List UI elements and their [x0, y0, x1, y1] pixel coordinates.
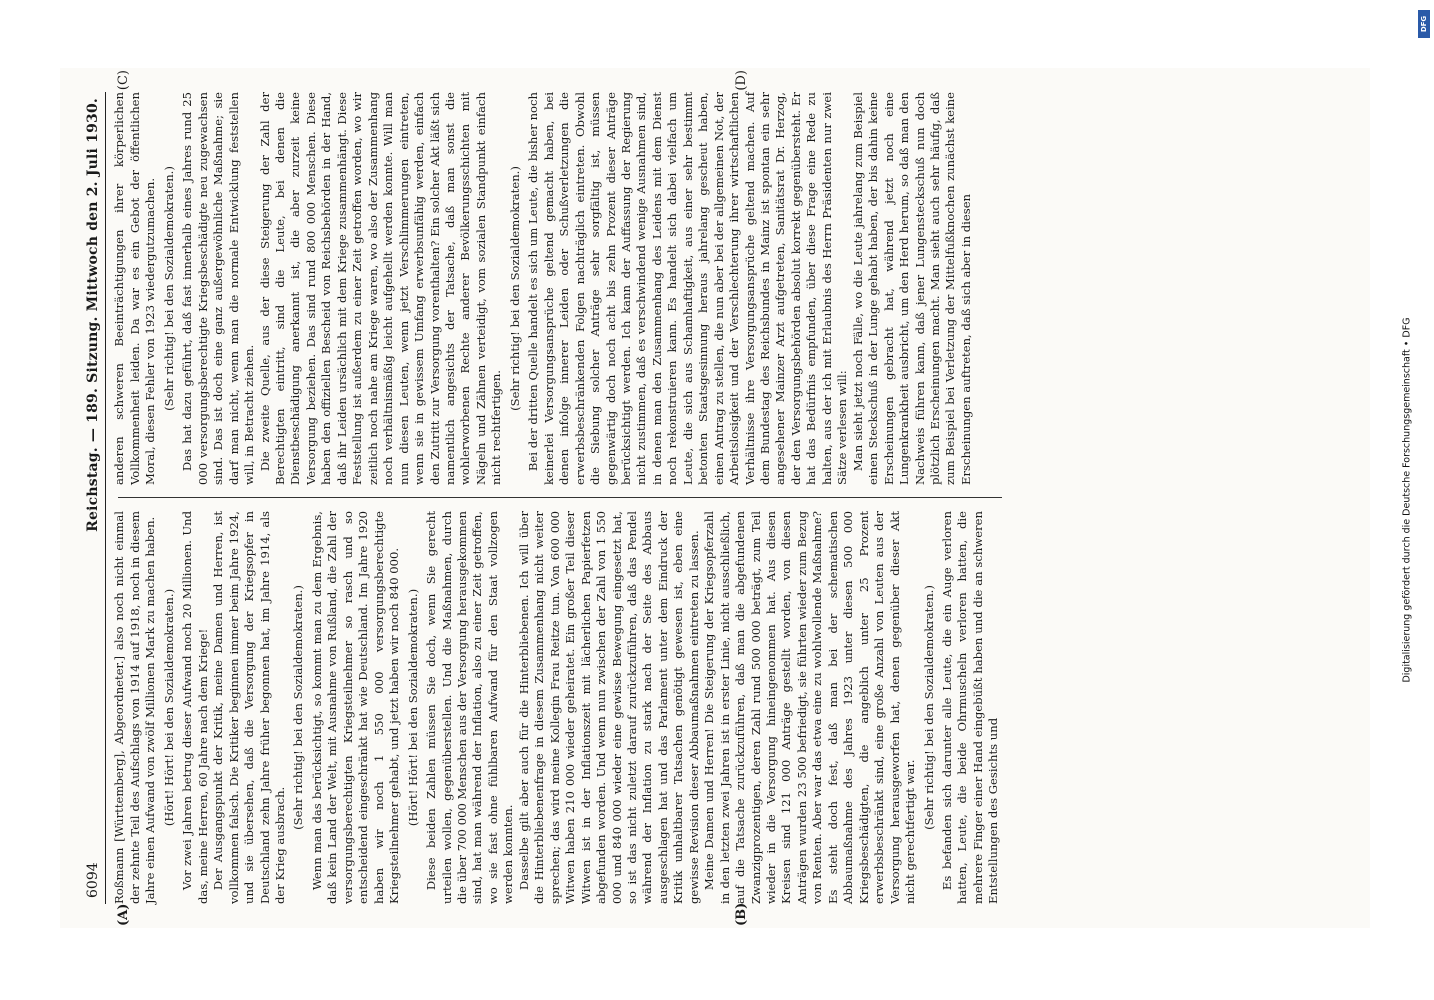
- page-title: Reichstag. — 189. Sitzung. Mittwoch den 2. Juli 1930.: [85, 98, 101, 532]
- page-header: [86, 92, 106, 904]
- page-number: 6094: [85, 862, 101, 898]
- interjection: (Sehr richtig! bei den Sozialdemokraten.): [161, 166, 176, 411]
- paragraph: Das hat dazu geführt, daß fast innerhalb eines Jahres rund 25 000 versorgungsberechtigte Kriegsbeschädigte neu zugewachsen sind. Das ist doch eine ganz außergewöhnliche Maßnahme; sie darf man nicht, wenn man die normale Entwicklung feststellen will, in Betracht ziehen.: [180, 92, 257, 485]
- right-column: [112, 70, 1001, 485]
- paragraph: Meine Damen und Herren! Die Steigerung der Kriegsopferzahl in den letzten zwei Jahren ist in erster Linie, nicht ausschließlich, auf die Tatsache zurückzuführen, daß man die abgefundenen Zwanzigprozentigen, deren Zahl rund 500 000 beträgt, zum Teil wieder in die Versorgung hineingenommen hat. Aus diesen Kreisen sind 121 000 Anträge gestellt worden, von diesen Anträgen wurden 23 500 befriedigt, sie führten wieder zum Bezug von Renten. Aber war das etwa eine zu wohlwollende Maßnahme? Es steht doch fest, daß man bei der schematischen Abbaumaßnahme des Jahres 1923 unter diesen 500 000 Kriegsbeschädigten, die angeblich unter 25 Prozent erwerbsbeschränkt sind, eine große Anzahl von Leuten aus der Versorgung herausgeworfen hat, denen gegenüber dieser Akt nicht gerechtfertigt war.: [702, 511, 918, 904]
- interjection: (Sehr richtig! bei den Sozialdemokraten.): [507, 166, 522, 411]
- paragraph: Man sieht jetzt noch Fälle, wo die Leute jahrelang zum Beispiel einen Steckschuß in der Lunge gehabt haben, der bis dahin keine Erscheinungen gebracht hat, während jetzt noch eine Lungenkrankheit ausbricht, um den Herd herum, so daß man den Nachweis führen kann, daß jener Lungensteckschuß nun doch plötzlich Erscheinungen macht. Man sieht auch sehr häufig, daß zum Beispiel bei Verletzung der Mittelfußknochen zunächst keine Erscheinungen auftreten, daß sich aber in diesen: [850, 92, 973, 485]
- margin-marker-d: (D): [734, 70, 750, 91]
- margin-marker-a: (A): [116, 903, 132, 926]
- interjection: (Sehr richtig! bei den Sozialdemokraten.): [291, 585, 306, 830]
- column-divider: [118, 497, 1001, 498]
- paragraph: Bei der dritten Quelle handelt es sich um Leute, die bisher noch keinerlei Versorgungsansprüche geltend gemacht haben, bei denen infolge innerer Leiden oder Schußverletzungen die erwerbsbeschränkenden Folgen nachträglich eintreten. Obwohl die Siebung solcher Anträge sehr sorgfältig ist, müssen gegenwärtig doch noch acht bis zehn Prozent dieser Anträge berücksichtigt werden. Ich kann der Auffassung der Regierung nicht zustimmen, daß es verschwindend wenige Ausnahmen sind, in denen man den Zusammenhang des Leidens mit dem Dienst noch rekonstruieren kann. Es handelt sich dabei vielfach um Leute, die sich aus Schamhaftigkeit, aus einer sehr bestimmt betonten Staatsgesinnung heraus jahrelang gescheut haben, einen Antrag zu stellen, die nun aber bei der allgemeinen Not, der Arbeitslosigkeit und der Verschlechterung ihrer wirtschaftlichen Verhältnisse ihre Versorgungsansprüche geltend machen. Auf dem Bundestag des Reichsbundes in Mainz ist spontan ein sehr angesehener Mainzer Arzt aufgetreten, Sanitätsrat Dr. Herzog, der den Versorgungsbehörden absolut korrekt gegenübersteht. Er hat das Bedürfnis empfunden, über diese Frage eine Rede zu halten, aus der ich mit Erlaubnis des Herrn Präsidenten nur zwei Sätze verlesen will:: [526, 92, 850, 485]
- scanned-page: [60, 68, 1370, 928]
- interjection: (Sehr richtig! bei den Sozialdemokraten.): [921, 585, 936, 830]
- margin-marker-c: (C): [116, 70, 132, 91]
- margin-marker-b: (B): [734, 902, 750, 926]
- paragraph: Diese beiden Zahlen müssen Sie doch, wenn Sie gerecht urteilen wollen, gegenüberstellen. Und die Maßnahmen, durch die über 700 000 Menschen aus der Versorgung herausgekommen sind, hat man während der Inflation, also zu einer Zeit getroffen, wo sie fast ohne fühlbaren Aufwand für den Staat vollzogen werden konnten.: [424, 511, 516, 904]
- text-columns: [112, 70, 1001, 926]
- interjection: (Hört! Hört! bei den Sozialdemokraten.): [161, 588, 176, 827]
- paragraph: Der Ausgangspunkt der Kritik, meine Damen und Herren, ist vollkommen falsch. Die Kritiker beginnen immer beim Jahre 1924, und sie übersehen, daß die Versorgung der Kriegsopfer in Deutschland zehn Jahre früher begonnen hat, im Jahre 1914, als der Krieg ausbrach.: [211, 511, 287, 904]
- rotated-page-content: [60, 68, 1370, 928]
- paragraph: Dasselbe gilt aber auch für die Hinterbliebenen. Ich will über die Hinterbliebenenfrage in diesem Zusammenhang nicht weiter sprechen; das wird meine Kollegin Frau Reitze tun. Von 600 000 Witwen haben 210 000 wieder geheiratet. Ein großer Teil dieser Witwen ist in der Inflationszeit mit lächerlichen Papierfetzen abgefunden worden. Und wenn nun zwischen der Zahl von 1 550 000 und 840 000 wieder eine gewisse Bewegung eingesetzt hat, so ist das nicht zuletzt darauf zurückzuführen, daß das Pendel während der Inflation zu stark nach der Seite des Abbaus ausgeschlagen hat und das Parlament unter dem Eindruck der Kritik unhaltbarer Tatsachen genötigt gewesen ist, eben eine gewisse Revision dieser Abbaumaßnahmen eintreten zu lassen.: [516, 511, 701, 904]
- left-column: [112, 511, 1001, 926]
- interjection: (Hört! Hört! bei den Sozialdemokraten.): [405, 588, 420, 827]
- paragraph: Die zweite Quelle, aus der diese Steigerung der Zahl der Berechtigten eintritt, sind die Leute, bei denen die Dienstbeschädigung anerkannt ist, die aber zurzeit keine Versorgung beziehen. Das sind rund 800 000 Menschen. Diese haben den offiziellen Bescheid von Reichsbehörden in der Hand, daß ihr Leiden ursächlich mit dem Kriege zusammenhängt. Diese Feststellung ist außerdem zu einer Zeit getroffen worden, wo wir zeitlich noch nahe am Kriege waren, wo also der Zusammenhang noch verhältnismäßig leicht aufgehellt werden konnte. Will man nun diesen Leuten, wenn jetzt Verschlimmerungen eintreten, wenn sie in gewissem Umfang erwerbsunfähig werden, einfach den Zutritt zur Versorgung vorenthalten? Ein solcher Akt läßt sich namentlich angesichts der Tatsache, daß man sonst die wohlerworbenen Rechte anderer Bevölkerungsschichten mit Nägeln und Zähnen verteidigt, vom sozialen Standpunkt einfach nicht rechtfertigen.: [257, 92, 504, 485]
- digitization-notice: Digitalisierung gefördert durch die Deutsche Forschungsgemeinschaft • DFG: [1401, 317, 1413, 683]
- paragraph: Es befanden sich darunter alle Leute, die ein Auge verloren hatten, Leute, die beide Ohrmuscheln verloren hatten, die mehrere Finger einer Hand eingebüßt haben und die an schweren Entstellungen des Gesichts und: [940, 511, 1001, 904]
- paragraph: anderen schweren Beeinträchtigungen ihrer körperlichen Vollkommenheit leiden. Da war es ein Gebot der öffentlichen Moral, diesen Fehler von 1923 wiedergutzumachen.: [112, 92, 158, 485]
- paragraph: Wenn man das berücksichtigt, so kommt man zu dem Ergebnis, daß kein Land der Welt, mit Ausnahme von Rußland, die Zahl der versorgungsberechtigten Kriegsteilnehmer so rasch und so entscheidend eingeschränkt hat wie Deutschland. Im Jahre 1920 haben wir noch 1 550 000 versorgungsberechtigte Kriegsteilnehmer gehabt, und jetzt haben wir noch 840 000.: [309, 511, 402, 904]
- paragraph: Vor zwei Jahren betrug dieser Aufwand noch 20 Millionen. Und das, meine Herren, 60 Jahre nach dem Kriege!: [180, 511, 210, 904]
- paragraph: Roßmann [Württemberg], Abgeordneter.] also noch nicht einmal der zehnte Teil des Aufschlags von 1914 auf 1918, noch in diesem Jahre einen Aufwand von zwölf Millionen Mark zu machen haben.: [112, 511, 158, 904]
- dfg-logo: DFG: [1418, 10, 1430, 38]
